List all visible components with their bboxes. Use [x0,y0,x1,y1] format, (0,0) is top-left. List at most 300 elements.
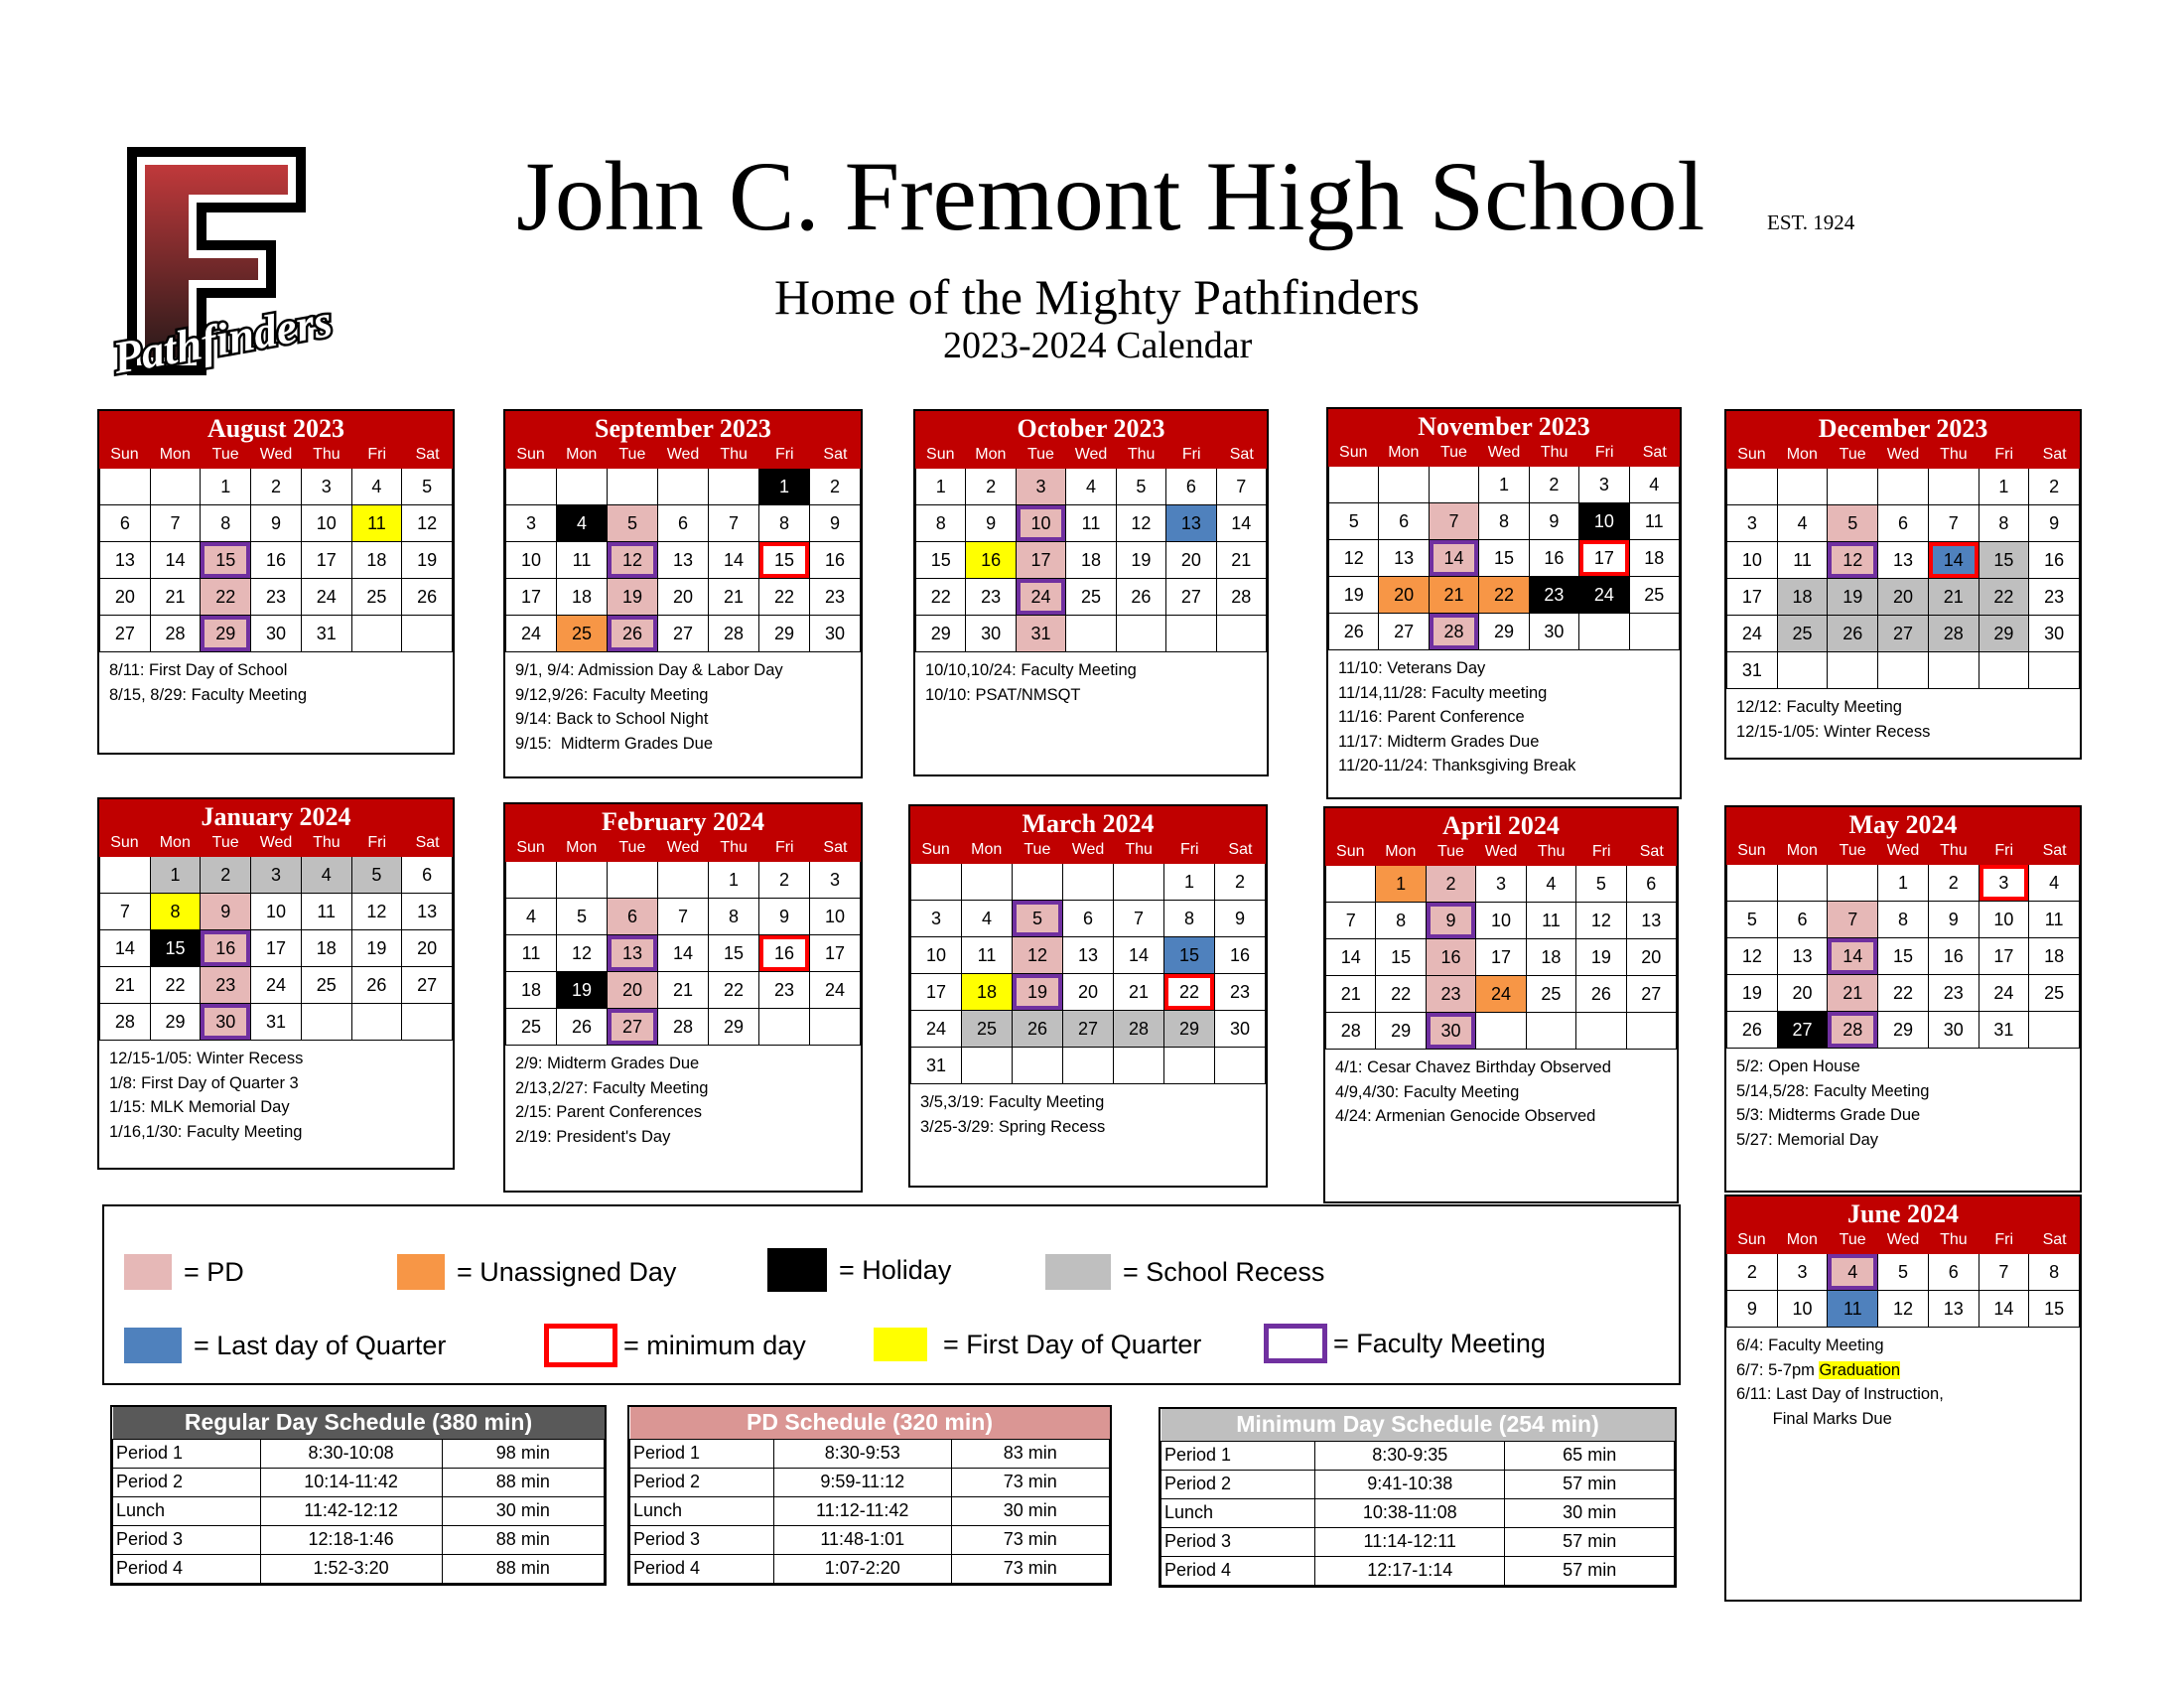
empty-cell [506,469,557,505]
month-october-2023 [913,409,1269,776]
schedule-row [113,1439,605,1468]
day-cell: 7 [1217,469,1267,505]
schedule-row [113,1554,605,1583]
month-notes [505,1046,861,1155]
month-notes [910,1084,1266,1145]
period-time: 1:52-3:20 [260,1554,442,1583]
period-time: 8:30-9:35 [1315,1441,1505,1470]
day-cell: 6 [658,505,709,542]
day-cell: 27 [608,1009,658,1046]
graduation-highlight: Graduation [1819,1360,1901,1379]
period-name: Period 4 [113,1554,261,1583]
day-cell: 30 [251,616,302,652]
month-name: January 2024 [201,802,351,831]
empty-cell [402,1004,453,1041]
day-cell: 12 [1878,1291,1929,1328]
legend-unassigned: = Unassigned Day [397,1254,676,1290]
empty-cell [1063,864,1114,901]
day-cell: 22 [759,579,810,616]
weekday-label: Tue [1839,842,1866,859]
weekday-label: Sun [1336,843,1365,860]
month-name: November 2023 [1418,412,1590,441]
weekday-label: Thu [313,834,341,851]
day-cell: 6 [402,857,453,894]
day-cell: 2 [810,469,861,505]
day-cell: 19 [1576,939,1626,976]
day-cell: 13 [658,542,709,579]
period-minutes: 98 min [442,1439,604,1468]
faculty-meeting-swatch [1264,1324,1327,1363]
period-name: Lunch [1161,1498,1315,1527]
period-time: 11:14-12:11 [1315,1527,1505,1556]
empty-cell [1117,616,1166,652]
schedule-title: PD Schedule (320 min) [630,1407,1110,1439]
weekday-label: Mon [566,839,598,856]
legend-recess: = School Recess [1045,1254,1324,1290]
day-cell: 29 [1878,1012,1929,1049]
note-line: 11/16: Parent Conference [1338,708,1525,726]
note-line: 4/1: Cesar Chavez Birthday Observed [1335,1058,1611,1076]
empty-cell [151,469,202,505]
day-cell: 10 [1476,903,1526,939]
month-name: June 2024 [1847,1199,1959,1228]
day-cell: 1 [1479,467,1529,503]
empty-cell [810,1009,861,1046]
empty-cell [1630,614,1680,650]
weekday-row [505,838,861,858]
day-cell: 29 [1164,1011,1215,1048]
month-december-2023 [1724,409,2082,760]
weekday-label: Wed [259,834,293,851]
day-cell: 13 [100,542,151,579]
day-cell: 24 [1017,579,1066,616]
day-cell: 18 [2029,938,2080,975]
day-cell: 6 [1379,503,1429,540]
day-cell: 12 [352,894,403,930]
day-cell: 7 [1326,903,1376,939]
day-cell: 1 [201,469,251,505]
school-logo [99,141,347,389]
day-cell: 25 [1066,579,1116,616]
weekday-label: Fri [774,446,794,463]
day-cell: 13 [608,935,658,972]
day-cell: 22 [1164,974,1215,1011]
day-cell: 7 [1430,503,1479,540]
day-grid [505,469,861,652]
note-line: 11/14,11/28: Faculty meeting [1338,683,1548,702]
empty-cell [658,862,709,899]
day-cell: 29 [201,616,251,652]
month-header [1726,807,2080,865]
period-minutes: 65 min [1505,1441,1675,1470]
weekday-label: Tue [1839,446,1866,463]
day-cell: 1 [1164,864,1215,901]
pd-swatch [124,1254,172,1290]
day-cell: 9 [1427,903,1476,939]
empty-cell [1579,614,1629,650]
day-cell: 13 [1379,540,1429,577]
day-cell: 25 [352,579,403,616]
day-cell: 31 [1727,652,1778,689]
day-cell: 12 [1828,542,1878,579]
day-cell: 8 [709,899,759,935]
day-cell: 24 [810,972,861,1009]
empty-cell [1576,1013,1626,1050]
day-cell: 13 [1627,903,1677,939]
legend-last-day-quarter: = Last day of Quarter [124,1328,446,1363]
day-cell: 4 [962,901,1013,937]
weekday-row [99,833,453,853]
weekday-row [1328,443,1680,463]
weekday-row [505,445,861,465]
day-grid [99,857,453,1041]
day-cell: 9 [1215,901,1266,937]
empty-cell [1114,864,1164,901]
day-cell: 25 [506,1009,557,1046]
day-cell: 21 [1828,975,1878,1012]
day-cell: 12 [608,542,658,579]
day-cell: 18 [302,930,352,967]
empty-cell [1326,866,1376,903]
weekday-label: Sun [1737,1231,1766,1248]
period-name: Period 3 [1161,1527,1315,1556]
day-cell: 22 [151,967,202,1004]
svg-text:Pathfinders: Pathfinders [109,295,336,384]
day-cell: 5 [1878,1254,1929,1291]
schedule-row [1161,1556,1675,1585]
day-cell: 23 [201,967,251,1004]
day-cell: 24 [1979,975,2030,1012]
weekday-label: Sat [823,839,848,856]
day-cell: 17 [506,579,557,616]
day-cell: 20 [1878,579,1929,616]
day-cell: 15 [151,930,202,967]
day-cell: 26 [1576,976,1626,1013]
period-time: 10:14-11:42 [260,1468,442,1496]
day-cell: 25 [2029,975,2080,1012]
weekday-label: Fri [1994,1231,2014,1248]
note-line: 6/11: Last Day of Instruction, [1736,1385,1944,1403]
weekday-label: Thu [1940,446,1968,463]
day-cell: 1 [151,857,202,894]
day-cell: 26 [1727,1012,1778,1049]
month-name: May 2024 [1848,810,1958,839]
month-name: December 2023 [1818,414,1988,443]
day-cell: 17 [1017,542,1066,579]
empty-cell [352,616,403,652]
day-cell: 9 [1929,902,1979,938]
day-cell: 16 [1530,540,1579,577]
day-grid [915,469,1267,652]
weekday-label: Fri [1994,446,2014,463]
day-cell: 3 [810,862,861,899]
period-time: 11:42-12:12 [260,1496,442,1525]
first-day-swatch [874,1328,927,1361]
weekday-label: Fri [1181,446,1201,463]
unassigned-swatch [397,1254,445,1290]
empty-cell [759,1009,810,1046]
month-name: September 2023 [595,414,771,443]
day-cell: 2 [251,469,302,505]
day-cell: 17 [1476,939,1526,976]
weekday-label: Tue [1024,841,1051,858]
note-line: 5/2: Open House [1736,1057,1860,1075]
day-cell: 26 [1329,614,1379,650]
day-cell: 6 [1929,1254,1979,1291]
day-cell: 21 [1114,974,1164,1011]
weekday-label: Thu [1125,841,1153,858]
period-time: 12:17-1:14 [1315,1556,1505,1585]
empty-cell [1114,1048,1164,1084]
empty-cell [2029,1012,2080,1049]
day-cell: 26 [1013,1011,1063,1048]
day-cell: 20 [608,972,658,1009]
note-line: 3/5,3/19: Faculty Meeting [920,1093,1105,1111]
month-may-2024 [1724,805,2082,1193]
day-cell: 22 [709,972,759,1009]
note-line: 11/17: Midterm Grades Due [1338,732,1540,751]
weekday-row [1726,445,2080,465]
weekday-label: Wed [666,446,700,463]
day-cell: 28 [1326,1013,1376,1050]
empty-cell [1164,1048,1215,1084]
month-name: October 2023 [1017,414,1165,443]
legend-holiday: = Holiday [767,1248,951,1292]
day-cell: 14 [1828,938,1878,975]
day-cell: 27 [1878,616,1929,652]
note-line: 9/1, 9/4: Admission Day & Labor Day [515,661,783,679]
weekday-label: Wed [1074,446,1108,463]
note-line [1736,1358,2070,1383]
day-cell: 31 [1017,616,1066,652]
weekday-label: Sat [1228,841,1253,858]
empty-cell [1217,616,1267,652]
weekday-label: Sun [110,834,139,851]
period-minutes: 73 min [951,1468,1109,1496]
day-cell: 19 [557,972,608,1009]
weekday-label: Mon [1385,843,1417,860]
day-cell: 30 [966,616,1016,652]
day-cell: 14 [1114,937,1164,974]
day-cell: 4 [2029,865,2080,902]
day-cell: 22 [916,579,966,616]
day-cell: 1 [916,469,966,505]
day-cell: 14 [151,542,202,579]
period-time: 8:30-9:53 [773,1439,951,1468]
period-minutes: 57 min [1505,1470,1675,1498]
day-cell: 4 [1828,1254,1878,1291]
month-notes [915,652,1267,713]
day-cell: 27 [1379,614,1429,650]
day-cell: 23 [1427,976,1476,1013]
day-cell: 18 [557,579,608,616]
day-cell: 2 [1929,865,1979,902]
day-cell: 28 [658,1009,709,1046]
day-cell: 31 [1979,1012,2030,1049]
weekday-label: Mon [1786,842,1818,859]
month-notes [99,652,453,713]
day-cell: 4 [352,469,403,505]
note-line: 9/14: Back to School Night [515,710,709,728]
weekday-label: Mon [1786,1231,1818,1248]
day-cell: 9 [251,505,302,542]
day-cell: 4 [1066,469,1116,505]
weekday-label: Fri [774,839,794,856]
weekday-row [1726,841,2080,861]
day-cell: 7 [658,899,709,935]
month-february-2024 [503,802,863,1193]
weekday-label: Sun [516,446,545,463]
period-name: Period 1 [113,1439,261,1468]
day-cell: 1 [709,862,759,899]
empty-cell [709,469,759,505]
weekday-label: Thu [720,446,748,463]
note-line: 12/15-1/05: Winter Recess [109,1050,304,1067]
weekday-label: Mon [1388,444,1420,461]
day-cell: 26 [557,1009,608,1046]
schedule-row [1161,1441,1675,1470]
day-cell: 24 [1727,616,1778,652]
day-cell: 14 [1326,939,1376,976]
day-cell: 2 [1727,1254,1778,1291]
day-cell: 25 [557,616,608,652]
day-cell: 10 [1727,542,1778,579]
day-cell: 19 [352,930,403,967]
weekday-label: Fri [367,446,387,463]
period-minutes: 88 min [442,1554,604,1583]
empty-cell [402,616,453,652]
month-header [505,804,861,862]
day-cell: 10 [911,937,962,974]
period-time: 8:30-10:08 [260,1439,442,1468]
day-cell: 9 [966,505,1016,542]
day-cell: 16 [759,935,810,972]
schedule-table [627,1405,1112,1586]
day-cell: 5 [1013,901,1063,937]
month-april-2024 [1323,806,1679,1203]
weekday-label: Sun [110,446,139,463]
month-march-2024 [908,804,1268,1188]
period-name: Lunch [113,1496,261,1525]
day-cell: 8 [759,505,810,542]
empty-cell [352,1004,403,1041]
note-line: 1/15: MLK Memorial Day [109,1098,290,1116]
period-time: 1:07-2:20 [773,1554,951,1583]
day-cell: 14 [1979,1291,2030,1328]
period-name: Period 3 [630,1525,774,1554]
month-notes [505,652,861,762]
day-cell: 19 [1013,974,1063,1011]
day-cell: 9 [1727,1291,1778,1328]
empty-cell [1215,1048,1266,1084]
day-cell: 16 [1427,939,1476,976]
month-notes [1726,1049,2080,1158]
day-cell: 15 [709,935,759,972]
note-line: 4/24: Armenian Genocide Observed [1335,1107,1596,1125]
note-line: 12/15-1/05: Winter Recess [1736,722,1931,741]
day-grid [910,864,1266,1084]
weekday-label: Mon [159,834,191,851]
day-cell: 11 [352,505,403,542]
day-cell: 17 [911,974,962,1011]
day-cell: 8 [201,505,251,542]
day-cell: 20 [1063,974,1114,1011]
day-cell: 15 [1376,939,1426,976]
day-cell: 29 [1479,614,1529,650]
period-minutes: 57 min [1505,1556,1675,1585]
schedule-row [630,1496,1110,1525]
period-time: 9:41-10:38 [1315,1470,1505,1498]
day-cell: 4 [302,857,352,894]
legend-minimum-day: = minimum day [544,1324,806,1367]
weekday-label: Mon [975,446,1007,463]
empty-cell [1379,467,1429,503]
period-time: 11:48-1:01 [773,1525,951,1554]
day-cell: 4 [1527,866,1576,903]
weekday-label: Sat [2042,842,2067,859]
empty-cell [1013,1048,1063,1084]
day-cell: 8 [151,894,202,930]
month-notes [99,1041,453,1150]
empty-cell [911,864,962,901]
day-cell: 5 [352,857,403,894]
weekday-label: Sat [823,446,848,463]
day-cell: 16 [201,930,251,967]
day-cell: 12 [557,935,608,972]
day-cell: 27 [658,616,709,652]
day-cell: 2 [759,862,810,899]
empty-cell [1778,469,1829,505]
weekday-label: Fri [1591,843,1611,860]
weekday-label: Sat [2042,1231,2067,1248]
period-name: Period 3 [113,1525,261,1554]
month-header [99,411,453,469]
schedule-row [630,1525,1110,1554]
day-cell: 17 [1579,540,1629,577]
month-name: April 2024 [1442,811,1560,840]
day-cell: 10 [810,899,861,935]
day-cell: 5 [608,505,658,542]
day-cell: 21 [1929,579,1979,616]
period-name: Period 4 [1161,1556,1315,1585]
day-cell: 11 [1828,1291,1878,1328]
period-minutes: 88 min [442,1525,604,1554]
day-cell: 27 [1166,579,1216,616]
day-cell: 18 [1527,939,1576,976]
day-cell: 9 [1530,503,1579,540]
day-cell: 13 [1166,505,1216,542]
weekday-label: Thu [720,839,748,856]
day-cell: 26 [1117,579,1166,616]
note-line: 5/3: Midterms Grade Due [1736,1106,1921,1124]
day-cell: 15 [201,542,251,579]
schedule-table [1159,1407,1677,1588]
period-minutes: 73 min [951,1525,1109,1554]
weekday-label: Sat [1639,843,1664,860]
weekday-label: Wed [1886,446,1920,463]
day-cell: 13 [402,894,453,930]
day-cell: 14 [1217,505,1267,542]
day-cell: 18 [962,974,1013,1011]
weekday-label: Sat [415,834,440,851]
day-cell: 18 [1778,579,1829,616]
note-line: 5/14,5/28: Faculty Meeting [1736,1081,1930,1100]
weekday-label: Thu [1940,842,1968,859]
day-cell: 21 [151,579,202,616]
month-name: August 2023 [207,414,344,443]
month-header [1726,1196,2080,1254]
day-cell: 24 [1579,577,1629,614]
